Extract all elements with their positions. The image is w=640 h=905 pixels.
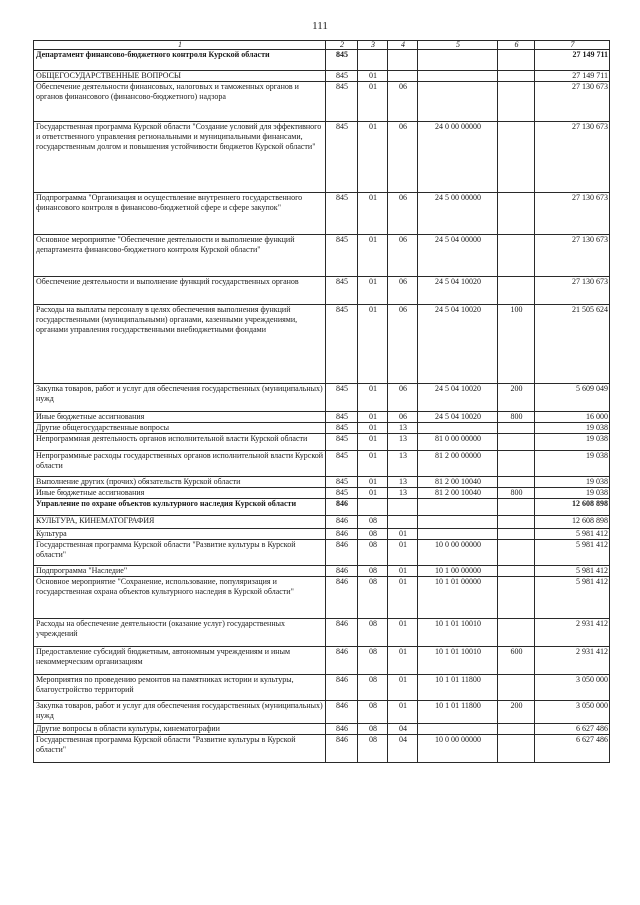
row-rz-cell: 01 <box>358 477 388 488</box>
row-sum-cell: 16 000 <box>535 412 610 423</box>
row-ved-cell: 845 <box>326 71 358 82</box>
row-rz-cell: 08 <box>358 529 388 540</box>
row-name-cell: Иные бюджетные ассигнования <box>34 488 326 499</box>
row-vr-cell <box>498 235 535 277</box>
row-vr-cell: 200 <box>498 701 535 724</box>
row-pr-cell: 06 <box>388 384 418 412</box>
table-row <box>34 82 610 122</box>
row-ved-cell: 846 <box>326 540 358 566</box>
row-name-cell: Государственная программа Курской области "Развитие культуры в Курской области" <box>34 735 326 763</box>
row-name-cell: Непрограммные расходы государственных органов исполнительной власти Курской области <box>34 451 326 477</box>
row-ved-cell: 846 <box>326 675 358 701</box>
row-csr-cell: 24 5 04 10020 <box>418 305 498 384</box>
row-ved-cell: 846 <box>326 724 358 735</box>
row-sum-cell: 5 981 412 <box>535 566 610 577</box>
row-ved-cell: 845 <box>326 235 358 277</box>
row-csr-cell <box>418 71 498 82</box>
row-name-cell: Государственная программа Курской области "Развитие культуры в Курской области" <box>34 540 326 566</box>
row-name-cell: Управление по охране объектов культурного наследия Курской области <box>34 499 326 516</box>
row-name-cell: Другие вопросы в области культуры, кинематографии <box>34 724 326 735</box>
table-row <box>34 488 610 499</box>
header-cell: 1 <box>34 41 326 50</box>
row-ved-cell: 846 <box>326 499 358 516</box>
row-vr-cell <box>498 619 535 647</box>
row-ved-cell: 846 <box>326 516 358 529</box>
row-name-cell: Обеспечение деятельности и выполнение функций государственных органов <box>34 277 326 305</box>
row-pr-cell: 01 <box>388 675 418 701</box>
row-vr-cell <box>498 434 535 451</box>
table-row <box>34 540 610 566</box>
row-sum-cell: 6 627 486 <box>535 735 610 763</box>
row-sum-cell: 12 608 898 <box>535 516 610 529</box>
row-rz-cell: 01 <box>358 423 388 434</box>
row-name-cell: Культура <box>34 529 326 540</box>
row-sum-cell: 5 981 412 <box>535 529 610 540</box>
row-name-cell: Основное мероприятие "Обеспечение деятельности и выполнение функций департамента финансово-бюджетного контроля Курской области" <box>34 235 326 277</box>
row-name-cell: Предоставление субсидий бюджетным, автономным учреждениям и иным некоммерческим организациям <box>34 647 326 675</box>
row-rz-cell: 08 <box>358 577 388 619</box>
row-vr-cell <box>498 82 535 122</box>
row-vr-cell <box>498 577 535 619</box>
row-rz-cell: 08 <box>358 724 388 735</box>
row-csr-cell: 10 0 00 00000 <box>418 540 498 566</box>
row-pr-cell: 13 <box>388 477 418 488</box>
row-pr-cell: 01 <box>388 540 418 566</box>
row-csr-cell: 10 1 01 10010 <box>418 647 498 675</box>
row-csr-cell: 10 1 00 00000 <box>418 566 498 577</box>
header-cell: 6 <box>498 41 535 50</box>
table-row <box>34 724 610 735</box>
row-rz-cell: 01 <box>358 412 388 423</box>
budget-table <box>33 40 610 763</box>
row-vr-cell <box>498 50 535 71</box>
row-rz-cell <box>358 50 388 71</box>
row-csr-cell: 81 2 00 10040 <box>418 488 498 499</box>
row-pr-cell: 06 <box>388 82 418 122</box>
row-name-cell: Закупка товаров, работ и услуг для обеспечения государственных (муниципальных) нужд <box>34 384 326 412</box>
row-pr-cell: 01 <box>388 701 418 724</box>
row-name-cell: Выполнение других (прочих) обязательств Курской области <box>34 477 326 488</box>
row-vr-cell: 800 <box>498 488 535 499</box>
row-sum-cell: 27 130 673 <box>535 122 610 193</box>
row-pr-cell: 06 <box>388 305 418 384</box>
row-pr-cell: 01 <box>388 647 418 675</box>
row-name-cell: Подпрограмма "Наследие" <box>34 566 326 577</box>
row-pr-cell: 01 <box>388 577 418 619</box>
row-csr-cell <box>418 423 498 434</box>
row-sum-cell: 5 981 412 <box>535 540 610 566</box>
row-vr-cell <box>498 193 535 235</box>
row-rz-cell: 08 <box>358 675 388 701</box>
row-name-cell: Расходы на обеспечение деятельности (оказание услуг) государственных учреждений <box>34 619 326 647</box>
row-name-cell: Департамент финансово-бюджетного контроля Курской области <box>34 50 326 71</box>
table-row <box>34 71 610 82</box>
row-rz-cell: 01 <box>358 384 388 412</box>
row-csr-cell: 24 5 00 00000 <box>418 193 498 235</box>
row-ved-cell: 845 <box>326 277 358 305</box>
row-sum-cell: 19 038 <box>535 423 610 434</box>
row-vr-cell <box>498 477 535 488</box>
table-row <box>34 566 610 577</box>
row-name-cell: ОБЩЕГОСУДАРСТВЕННЫЕ ВОПРОСЫ <box>34 71 326 82</box>
row-name-cell: Подпрограмма "Организация и осуществление внутреннего государственного финансового контроля в финансово-бюджетной сфере и сфере закупок" <box>34 193 326 235</box>
row-sum-cell: 3 050 000 <box>535 675 610 701</box>
page-number: 111 <box>312 20 328 32</box>
row-csr-cell <box>418 82 498 122</box>
row-pr-cell: 01 <box>388 619 418 647</box>
row-rz-cell: 01 <box>358 71 388 82</box>
row-pr-cell: 06 <box>388 277 418 305</box>
row-ved-cell: 845 <box>326 193 358 235</box>
table-row <box>34 451 610 477</box>
table-row <box>34 735 610 763</box>
row-csr-cell <box>418 50 498 71</box>
row-sum-cell: 27 149 711 <box>535 71 610 82</box>
row-sum-cell: 19 038 <box>535 451 610 477</box>
row-rz-cell: 08 <box>358 735 388 763</box>
row-pr-cell: 13 <box>388 434 418 451</box>
table-row <box>34 577 610 619</box>
row-vr-cell <box>498 122 535 193</box>
row-sum-cell: 2 931 412 <box>535 647 610 675</box>
row-csr-cell: 10 1 01 11800 <box>418 701 498 724</box>
row-rz-cell <box>358 499 388 516</box>
row-ved-cell: 845 <box>326 488 358 499</box>
row-pr-cell: 06 <box>388 412 418 423</box>
row-vr-cell: 200 <box>498 384 535 412</box>
row-ved-cell: 845 <box>326 451 358 477</box>
row-vr-cell <box>498 423 535 434</box>
row-csr-cell: 10 1 01 11800 <box>418 675 498 701</box>
row-sum-cell: 3 050 000 <box>535 701 610 724</box>
table-row <box>34 499 610 516</box>
row-vr-cell: 800 <box>498 412 535 423</box>
row-rz-cell: 08 <box>358 619 388 647</box>
row-name-cell: Мероприятия по проведению ремонтов на памятниках истории и культуры, благоустройство территорий <box>34 675 326 701</box>
row-csr-cell: 10 1 01 00000 <box>418 577 498 619</box>
row-rz-cell: 01 <box>358 122 388 193</box>
table-row <box>34 50 610 71</box>
table-row <box>34 675 610 701</box>
row-pr-cell <box>388 50 418 71</box>
table-row <box>34 647 610 675</box>
row-ved-cell: 846 <box>326 701 358 724</box>
header-cell: 3 <box>358 41 388 50</box>
row-ved-cell: 845 <box>326 122 358 193</box>
row-csr-cell <box>418 499 498 516</box>
header-cell: 4 <box>388 41 418 50</box>
row-vr-cell <box>498 735 535 763</box>
row-ved-cell: 846 <box>326 735 358 763</box>
row-csr-cell: 81 2 00 00000 <box>418 451 498 477</box>
row-rz-cell: 01 <box>358 193 388 235</box>
row-ved-cell: 846 <box>326 647 358 675</box>
row-pr-cell: 13 <box>388 488 418 499</box>
row-pr-cell: 13 <box>388 423 418 434</box>
row-ved-cell: 845 <box>326 434 358 451</box>
row-vr-cell <box>498 277 535 305</box>
row-sum-cell: 27 130 673 <box>535 235 610 277</box>
row-ved-cell: 845 <box>326 50 358 71</box>
row-sum-cell: 19 038 <box>535 477 610 488</box>
row-vr-cell: 600 <box>498 647 535 675</box>
row-vr-cell <box>498 516 535 529</box>
row-sum-cell: 5 609 049 <box>535 384 610 412</box>
row-name-cell: Основное мероприятие "Сохранение, использование, популяризация и государственная охрана объектов культурного наследия в Курской области" <box>34 577 326 619</box>
row-csr-cell <box>418 529 498 540</box>
row-csr-cell <box>418 724 498 735</box>
row-csr-cell <box>418 516 498 529</box>
row-name-cell: КУЛЬТУРА, КИНЕМАТОГРАФИЯ <box>34 516 326 529</box>
row-rz-cell: 08 <box>358 566 388 577</box>
table-row <box>34 529 610 540</box>
table-row <box>34 193 610 235</box>
row-pr-cell <box>388 499 418 516</box>
row-name-cell: Закупка товаров, работ и услуг для обеспечения государственных (муниципальных) нужд <box>34 701 326 724</box>
row-sum-cell: 12 608 898 <box>535 499 610 516</box>
table-row <box>34 619 610 647</box>
table-row <box>34 277 610 305</box>
row-ved-cell: 846 <box>326 529 358 540</box>
row-csr-cell: 10 1 01 10010 <box>418 619 498 647</box>
row-vr-cell <box>498 451 535 477</box>
row-rz-cell: 01 <box>358 277 388 305</box>
row-ved-cell: 845 <box>326 412 358 423</box>
row-pr-cell: 13 <box>388 451 418 477</box>
row-ved-cell: 846 <box>326 619 358 647</box>
row-rz-cell: 01 <box>358 305 388 384</box>
row-vr-cell <box>498 529 535 540</box>
row-vr-cell <box>498 724 535 735</box>
row-csr-cell: 10 0 00 00000 <box>418 735 498 763</box>
row-vr-cell <box>498 499 535 516</box>
header-cell: 5 <box>418 41 498 50</box>
row-ved-cell: 845 <box>326 384 358 412</box>
table-row <box>34 412 610 423</box>
row-pr-cell <box>388 71 418 82</box>
row-vr-cell: 100 <box>498 305 535 384</box>
header-cell: 2 <box>326 41 358 50</box>
table-row <box>34 477 610 488</box>
row-name-cell: Обеспечение деятельности финансовых, налоговых и таможенных органов и органов финансового (финансово-бюджетного) надзора <box>34 82 326 122</box>
table-row <box>34 305 610 384</box>
row-rz-cell: 01 <box>358 434 388 451</box>
row-pr-cell: 06 <box>388 235 418 277</box>
row-vr-cell <box>498 566 535 577</box>
row-csr-cell: 24 5 04 10020 <box>418 277 498 305</box>
table-header-row <box>34 41 610 50</box>
row-sum-cell: 19 038 <box>535 488 610 499</box>
row-rz-cell: 08 <box>358 647 388 675</box>
row-pr-cell <box>388 516 418 529</box>
row-sum-cell: 21 505 624 <box>535 305 610 384</box>
row-name-cell: Непрограммная деятельность органов исполнительной власти Курской области <box>34 434 326 451</box>
row-csr-cell: 24 5 04 00000 <box>418 235 498 277</box>
row-ved-cell: 845 <box>326 82 358 122</box>
row-pr-cell: 06 <box>388 193 418 235</box>
row-vr-cell <box>498 540 535 566</box>
row-pr-cell: 04 <box>388 735 418 763</box>
table-row <box>34 235 610 277</box>
row-ved-cell: 845 <box>326 423 358 434</box>
row-sum-cell: 5 981 412 <box>535 577 610 619</box>
row-ved-cell: 845 <box>326 305 358 384</box>
row-sum-cell: 6 627 486 <box>535 724 610 735</box>
row-csr-cell: 81 2 00 10040 <box>418 477 498 488</box>
row-name-cell: Расходы на выплаты персоналу в целях обеспечения выполнения функций государственными (муниципальными) органами, казенными учреждениями, органами управления государственными внебюджетными фондами <box>34 305 326 384</box>
row-rz-cell: 08 <box>358 516 388 529</box>
row-sum-cell: 27 130 673 <box>535 193 610 235</box>
row-sum-cell: 27 130 673 <box>535 82 610 122</box>
row-ved-cell: 846 <box>326 566 358 577</box>
row-rz-cell: 01 <box>358 488 388 499</box>
row-rz-cell: 08 <box>358 540 388 566</box>
table-body <box>34 41 610 763</box>
row-pr-cell: 01 <box>388 529 418 540</box>
row-vr-cell <box>498 71 535 82</box>
row-rz-cell: 01 <box>358 235 388 277</box>
row-csr-cell: 24 0 00 00000 <box>418 122 498 193</box>
row-name-cell: Другие общегосударственные вопросы <box>34 423 326 434</box>
header-cell: 7 <box>535 41 610 50</box>
row-vr-cell <box>498 675 535 701</box>
row-csr-cell: 24 5 04 10020 <box>418 412 498 423</box>
row-name-cell: Государственная программа Курской области "Создание условий для эффективного и ответственного управления региональными и муниципальными финансами, государственным долгом и повышения устойчивости бюджетов Курской области" <box>34 122 326 193</box>
row-ved-cell: 845 <box>326 477 358 488</box>
row-name-cell: Иные бюджетные ассигнования <box>34 412 326 423</box>
row-rz-cell: 01 <box>358 82 388 122</box>
table-row <box>34 384 610 412</box>
row-sum-cell: 2 931 412 <box>535 619 610 647</box>
table-row <box>34 434 610 451</box>
row-sum-cell: 27 130 673 <box>535 277 610 305</box>
row-sum-cell: 27 149 711 <box>535 50 610 71</box>
row-pr-cell: 04 <box>388 724 418 735</box>
table-row <box>34 516 610 529</box>
row-rz-cell: 08 <box>358 701 388 724</box>
row-ved-cell: 846 <box>326 577 358 619</box>
row-rz-cell: 01 <box>358 451 388 477</box>
row-csr-cell: 24 5 04 10020 <box>418 384 498 412</box>
row-sum-cell: 19 038 <box>535 434 610 451</box>
table-row <box>34 701 610 724</box>
table-row <box>34 122 610 193</box>
row-pr-cell: 01 <box>388 566 418 577</box>
row-pr-cell: 06 <box>388 122 418 193</box>
row-csr-cell: 81 0 00 00000 <box>418 434 498 451</box>
table-row <box>34 423 610 434</box>
